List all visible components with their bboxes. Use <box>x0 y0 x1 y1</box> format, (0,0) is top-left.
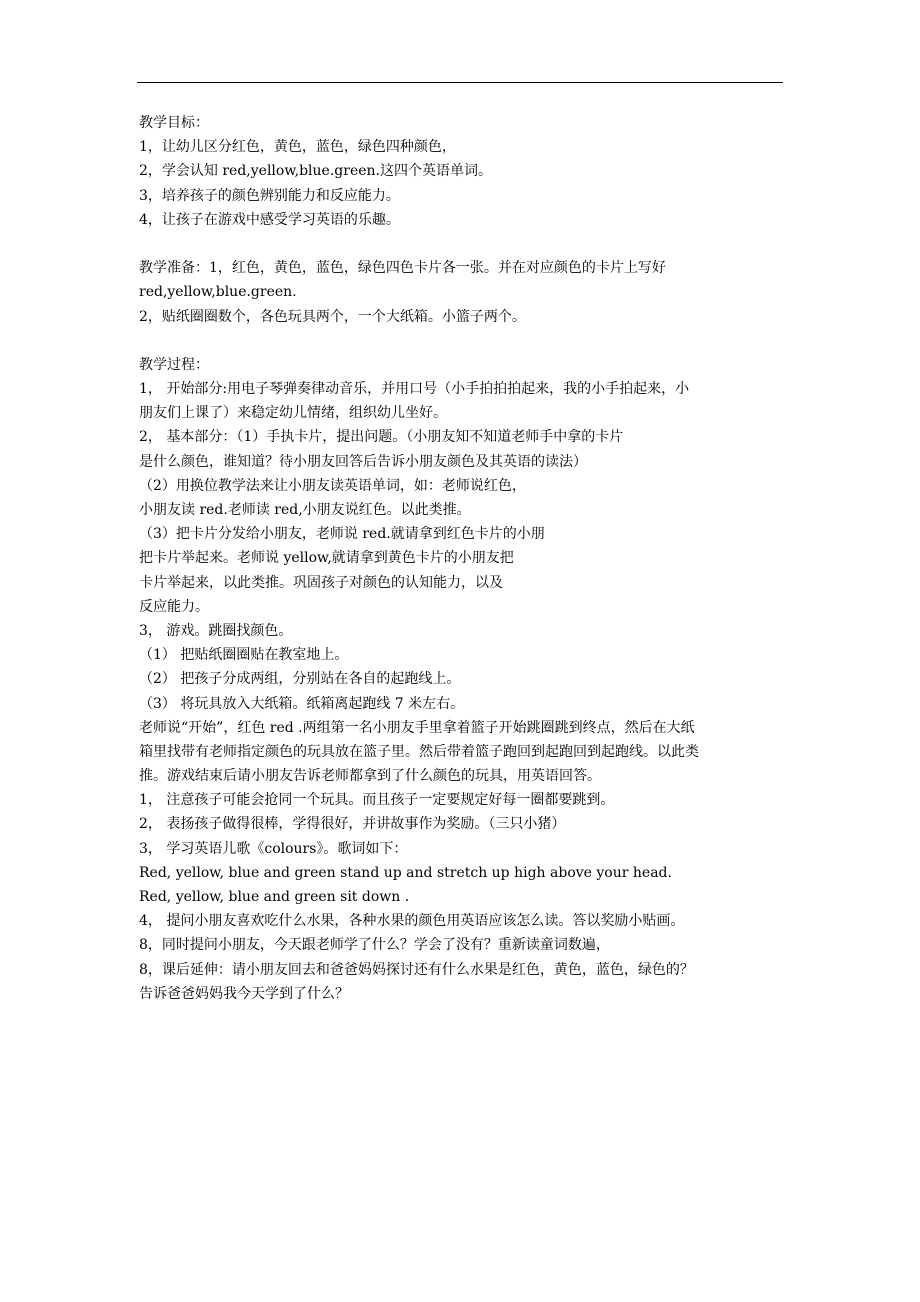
song-lyric-line: Red, yellow, blue and green sit down . <box>139 889 410 905</box>
process-line: 3， 学习英语儿歌《colours》。歌词如下： <box>139 840 408 857</box>
process-line: 2， 表扬孩子做得很棒，学得很好，并讲故事作为奖励。（三只小猪） <box>139 816 566 833</box>
process-line: 1， 开始部分:用电子琴弹奏律动音乐，并用口号（小手拍拍拍起来，我的小手拍起来，小 <box>139 381 690 398</box>
paragraph-spacer <box>139 329 789 353</box>
process-line: 推。游戏结束后请小朋友告诉老师都拿到了什么颜色的玩具，用英语回答。 <box>139 768 601 785</box>
process-line: （3）把卡片分发给小朋友，老师说 red.就请拿到红色卡片的小朋 <box>139 526 545 543</box>
process-line: 卡片举起来，以此类推。巩固孩子对颜色的认知能力，以及 <box>139 574 503 591</box>
process-line: 反应能力。 <box>139 598 209 615</box>
preparation-section <box>139 256 789 329</box>
objective-item: 2，学会认知 red,yellow,blue.green.这四个英语单词。 <box>139 163 492 180</box>
objective-item: 1，让幼儿区分红色，黄色，蓝色，绿色四种颜色， <box>139 139 456 156</box>
objectives-heading: 教学目标： <box>139 115 209 131</box>
process-line: 告诉爸爸妈妈我今天学到了什么？ <box>139 985 349 1002</box>
process-line: 朋友们上课了）来稳定幼儿情绪，组织幼儿坐好。 <box>139 405 447 422</box>
lesson-plan-body <box>139 111 789 1006</box>
process-line: 是什么颜色，谁知道？待小朋友回答后告诉小朋友颜色及其英语的读法） <box>139 453 587 470</box>
preparation-line: 教学准备：1，红色，黄色，蓝色，绿色四色卡片各一张。并在对应颜色的卡片上写好 <box>139 260 666 277</box>
preparation-line: 2，贴纸圈圈数个，各色玩具两个，一个大纸箱。小篮子两个。 <box>139 308 526 325</box>
paragraph-spacer <box>139 232 789 256</box>
process-line: （2）用换位教学法来让小朋友读英语单词，如：老师说红色， <box>139 477 526 494</box>
process-line: 箱里找带有老师指定颜色的玩具放在篮子里。然后带着篮子跑回到起跑回到起跑线。以此类 <box>139 743 699 760</box>
objective-item: 3，培养孩子的颜色辨别能力和反应能力。 <box>139 187 400 204</box>
header-rule <box>137 82 783 83</box>
process-line: 2， 基本部分：（1）手执卡片，提出问题。（小朋友知不知道老师手中拿的卡片 <box>139 429 624 446</box>
process-line: 8，同时提问小朋友，今天跟老师学了什么？学会了没有？重新读童词数遍， <box>139 937 610 954</box>
process-line: 3， 游戏。跳圈找颜色。 <box>139 622 293 639</box>
process-line: （2） 把孩子分成两组，分别站在各自的起跑线上。 <box>139 671 461 688</box>
process-line: 把卡片举起来。老师说 yellow,就请拿到黄色卡片的小朋友把 <box>139 550 514 567</box>
objective-item: 4，让孩子在游戏中感受学习英语的乐趣。 <box>139 211 400 228</box>
process-line: 4， 提问小朋友喜欢吃什么水果，各种水果的颜色用英语应该怎么读。答以奖励小贴画。 <box>139 913 685 930</box>
process-section <box>139 353 789 1006</box>
process-line: （1） 把贴纸圈圈贴在教室地上。 <box>139 647 349 664</box>
process-line: 8，课后延伸：请小朋友回去和爸爸妈妈探讨还有什么水果是红色，黄色，蓝色，绿色的？ <box>139 961 694 978</box>
preparation-line: red,yellow,blue.green. <box>139 284 297 301</box>
process-line: （3） 将玩具放入大纸箱。纸箱离起跑线 7 米左右。 <box>139 695 465 712</box>
process-line: 小朋友读 red.老师读 red,小朋友说红色。以此类推。 <box>139 502 471 518</box>
song-lyric-line: Red, yellow, blue and green stand up and stretch up high above your head. <box>139 864 672 881</box>
process-heading: 教学过程： <box>139 356 209 373</box>
process-line: 老师说“开始”，红色 red .两组第一名小朋友手里拿着篮子开始跳圈跳到终点，然后在大纸 <box>139 719 695 736</box>
process-line: 1， 注意孩子可能会抢同一个玩具。而且孩子一定要规定好每一圈都要跳到。 <box>139 792 615 809</box>
objectives-section <box>139 111 789 232</box>
